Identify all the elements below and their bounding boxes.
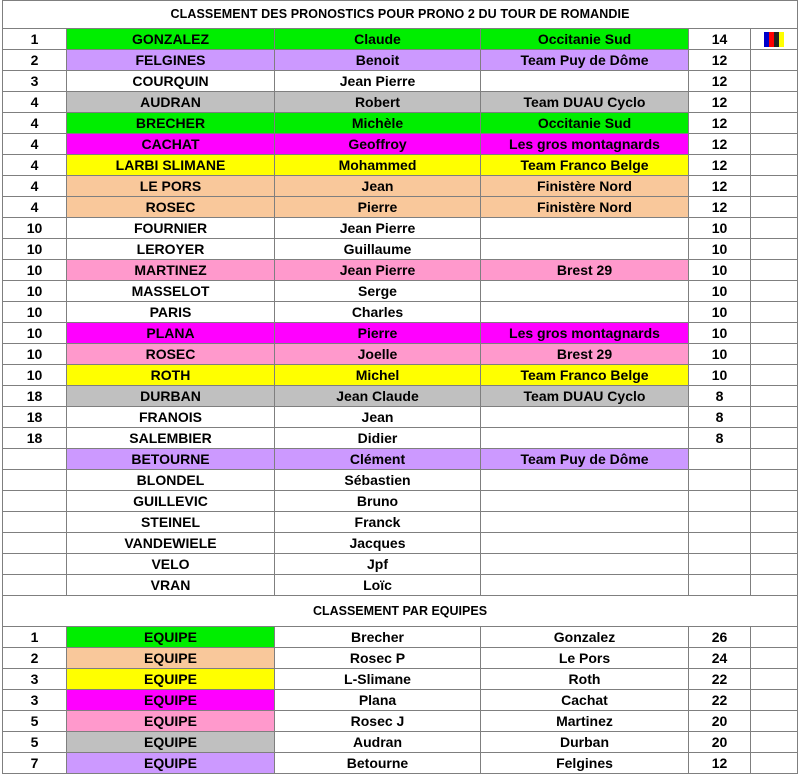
empty-cell[interactable] xyxy=(751,155,798,176)
first-name-cell[interactable]: Jean Pierre xyxy=(275,218,481,239)
team-cell[interactable]: Les gros montagnards xyxy=(481,323,689,344)
last-name-cell[interactable]: ROSEC xyxy=(67,344,275,365)
empty-cell[interactable] xyxy=(751,533,798,554)
rank-cell[interactable]: 3 xyxy=(3,71,67,92)
empty-cell[interactable] xyxy=(751,260,798,281)
points-cell[interactable]: 12 xyxy=(689,155,751,176)
points-cell[interactable]: 10 xyxy=(689,260,751,281)
first-name-cell[interactable]: Sébastien xyxy=(275,470,481,491)
rank-cell[interactable] xyxy=(3,575,67,596)
team-member1-cell[interactable]: Plana xyxy=(275,690,481,711)
team-member2-cell[interactable]: Durban xyxy=(481,732,689,753)
team-member1-cell[interactable]: Betourne xyxy=(275,753,481,774)
rank-cell[interactable] xyxy=(3,533,67,554)
points-cell[interactable] xyxy=(689,575,751,596)
team-label-cell[interactable]: EQUIPE xyxy=(67,732,275,753)
empty-cell[interactable] xyxy=(751,648,798,669)
team-section-title: CLASSEMENT PAR EQUIPES xyxy=(3,596,798,627)
team-rank-cell[interactable]: 5 xyxy=(3,711,67,732)
team-label-cell[interactable]: EQUIPE xyxy=(67,627,275,648)
table-row xyxy=(3,407,798,428)
points-cell[interactable]: 12 xyxy=(689,113,751,134)
points-cell[interactable]: 12 xyxy=(689,71,751,92)
empty-cell[interactable] xyxy=(751,113,798,134)
rank-cell[interactable]: 10 xyxy=(3,281,67,302)
points-cell[interactable]: 8 xyxy=(689,386,751,407)
last-name-cell[interactable]: VRAN xyxy=(67,575,275,596)
empty-cell[interactable] xyxy=(751,554,798,575)
last-name-cell[interactable]: LARBI SLIMANE xyxy=(67,155,275,176)
team-member1-cell[interactable]: L-Slimane xyxy=(275,669,481,690)
table-row xyxy=(3,365,798,386)
rank-cell[interactable] xyxy=(3,512,67,533)
team-cell[interactable] xyxy=(481,428,689,449)
first-name-cell[interactable]: Pierre xyxy=(275,197,481,218)
last-name-cell[interactable]: VANDEWIELE xyxy=(67,533,275,554)
first-name-cell[interactable]: Bruno xyxy=(275,491,481,512)
team-label-cell[interactable]: EQUIPE xyxy=(67,690,275,711)
first-name-cell[interactable]: Didier xyxy=(275,428,481,449)
team-label-cell[interactable]: EQUIPE xyxy=(67,648,275,669)
table-row xyxy=(3,71,798,92)
first-name-cell[interactable]: Franck xyxy=(275,512,481,533)
table-row xyxy=(3,218,798,239)
rank-cell[interactable]: 10 xyxy=(3,344,67,365)
team-cell[interactable]: Occitanie Sud xyxy=(481,29,689,50)
leader-flag-cell[interactable] xyxy=(751,29,798,50)
empty-cell[interactable] xyxy=(751,50,798,71)
first-name-cell[interactable]: Jean Pierre xyxy=(275,260,481,281)
last-name-cell[interactable]: BETOURNE xyxy=(67,449,275,470)
team-cell[interactable]: Finistère Nord xyxy=(481,176,689,197)
last-name-cell[interactable]: DURBAN xyxy=(67,386,275,407)
first-name-cell[interactable]: Clément xyxy=(275,449,481,470)
team-cell[interactable] xyxy=(481,218,689,239)
team-cell[interactable]: Team Franco Belge xyxy=(481,155,689,176)
rank-cell[interactable] xyxy=(3,470,67,491)
first-name-cell[interactable]: Jpf xyxy=(275,554,481,575)
last-name-cell[interactable]: FOURNIER xyxy=(67,218,275,239)
empty-cell[interactable] xyxy=(751,365,798,386)
first-name-cell[interactable]: Mohammed xyxy=(275,155,481,176)
team-rank-cell[interactable]: 3 xyxy=(3,669,67,690)
empty-cell[interactable] xyxy=(751,218,798,239)
rank-cell[interactable]: 18 xyxy=(3,407,67,428)
last-name-cell[interactable]: MARTINEZ xyxy=(67,260,275,281)
empty-cell[interactable] xyxy=(751,302,798,323)
table-row xyxy=(3,491,798,512)
team-cell[interactable] xyxy=(481,470,689,491)
team-points-cell[interactable]: 20 xyxy=(689,732,751,753)
first-name-cell[interactable]: Robert xyxy=(275,92,481,113)
team-cell[interactable] xyxy=(481,302,689,323)
rank-cell[interactable]: 10 xyxy=(3,218,67,239)
team-cell[interactable] xyxy=(481,554,689,575)
team-rank-cell[interactable]: 1 xyxy=(3,627,67,648)
first-name-cell[interactable]: Claude xyxy=(275,29,481,50)
table-row xyxy=(3,344,798,365)
team-cell[interactable] xyxy=(481,281,689,302)
team-member1-cell[interactable]: Rosec P xyxy=(275,648,481,669)
empty-cell[interactable] xyxy=(751,71,798,92)
team-cell[interactable]: Brest 29 xyxy=(481,344,689,365)
team-points-cell[interactable]: 24 xyxy=(689,648,751,669)
table-row xyxy=(3,113,798,134)
team-rank-cell[interactable]: 3 xyxy=(3,690,67,711)
rank-cell[interactable]: 10 xyxy=(3,365,67,386)
team-member2-cell[interactable]: Cachat xyxy=(481,690,689,711)
first-name-cell[interactable]: Charles xyxy=(275,302,481,323)
team-cell[interactable] xyxy=(481,491,689,512)
table-row xyxy=(3,302,798,323)
empty-cell[interactable] xyxy=(751,239,798,260)
team-cell[interactable]: Team Puy de Dôme xyxy=(481,449,689,470)
empty-cell[interactable] xyxy=(751,627,798,648)
points-cell[interactable] xyxy=(689,512,751,533)
page-title: CLASSEMENT DES PRONOSTICS POUR PRONO 2 DU TOUR DE ROMANDIE xyxy=(3,1,798,29)
rank-cell[interactable]: 18 xyxy=(3,386,67,407)
first-name-cell[interactable]: Benoit xyxy=(275,50,481,71)
table-row xyxy=(3,155,798,176)
team-cell[interactable] xyxy=(481,533,689,554)
first-name-cell[interactable]: Jean xyxy=(275,407,481,428)
first-name-cell[interactable]: Jean xyxy=(275,176,481,197)
empty-cell[interactable] xyxy=(751,323,798,344)
last-name-cell[interactable]: FRANOIS xyxy=(67,407,275,428)
last-name-cell[interactable]: STEINEL xyxy=(67,512,275,533)
team-rank-cell[interactable]: 7 xyxy=(3,753,67,774)
team-member2-cell[interactable]: Felgines xyxy=(481,753,689,774)
table-row xyxy=(3,176,798,197)
table-row xyxy=(3,92,798,113)
team-points-cell[interactable]: 12 xyxy=(689,753,751,774)
empty-cell[interactable] xyxy=(751,512,798,533)
last-name-cell[interactable]: PLANA xyxy=(67,323,275,344)
table-row xyxy=(3,690,798,711)
table-row xyxy=(3,239,798,260)
table-row xyxy=(3,470,798,491)
team-cell[interactable] xyxy=(481,575,689,596)
team-member2-cell[interactable]: Martinez xyxy=(481,711,689,732)
team-cell[interactable]: Brest 29 xyxy=(481,260,689,281)
first-name-cell[interactable]: Geoffroy xyxy=(275,134,481,155)
table-row xyxy=(3,323,798,344)
empty-cell[interactable] xyxy=(751,344,798,365)
last-name-cell[interactable]: ROSEC xyxy=(67,197,275,218)
rank-cell[interactable]: 4 xyxy=(3,155,67,176)
first-name-cell[interactable]: Serge xyxy=(275,281,481,302)
points-cell[interactable] xyxy=(689,554,751,575)
table-row xyxy=(3,732,798,753)
team-cell[interactable]: Team DUAU Cyclo xyxy=(481,92,689,113)
empty-cell[interactable] xyxy=(751,711,798,732)
rank-cell[interactable]: 10 xyxy=(3,260,67,281)
table-row xyxy=(3,386,798,407)
team-cell[interactable]: Team Franco Belge xyxy=(481,365,689,386)
last-name-cell[interactable]: LEROYER xyxy=(67,239,275,260)
empty-cell[interactable] xyxy=(751,134,798,155)
table-row xyxy=(3,197,798,218)
last-name-cell[interactable]: AUDRAN xyxy=(67,92,275,113)
table-row xyxy=(3,281,798,302)
table-row xyxy=(3,134,798,155)
points-cell[interactable]: 10 xyxy=(689,344,751,365)
empty-cell[interactable] xyxy=(751,470,798,491)
points-cell[interactable]: 12 xyxy=(689,92,751,113)
points-cell[interactable]: 10 xyxy=(689,365,751,386)
team-cell[interactable]: Occitanie Sud xyxy=(481,113,689,134)
table-row xyxy=(3,428,798,449)
team-cell[interactable]: Finistère Nord xyxy=(481,197,689,218)
team-cell[interactable]: Team DUAU Cyclo xyxy=(481,386,689,407)
empty-cell[interactable] xyxy=(751,732,798,753)
table-row xyxy=(3,449,798,470)
points-cell[interactable]: 12 xyxy=(689,134,751,155)
last-name-cell[interactable]: GUILLEVIC xyxy=(67,491,275,512)
team-label-cell[interactable]: EQUIPE xyxy=(67,669,275,690)
rankings-table xyxy=(2,0,798,774)
empty-cell[interactable] xyxy=(751,491,798,512)
table-row xyxy=(3,648,798,669)
last-name-cell[interactable]: MASSELOT xyxy=(67,281,275,302)
empty-cell[interactable] xyxy=(751,92,798,113)
empty-cell[interactable] xyxy=(751,281,798,302)
table-row xyxy=(3,512,798,533)
team-member2-cell[interactable]: Roth xyxy=(481,669,689,690)
table-row xyxy=(3,627,798,648)
last-name-cell[interactable]: ROTH xyxy=(67,365,275,386)
last-name-cell[interactable]: SALEMBIER xyxy=(67,428,275,449)
team-member1-cell[interactable]: Rosec J xyxy=(275,711,481,732)
table-row xyxy=(3,50,798,71)
table-row xyxy=(3,669,798,690)
table-row xyxy=(3,554,798,575)
team-label-cell[interactable]: EQUIPE xyxy=(67,753,275,774)
rank-cell[interactable]: 4 xyxy=(3,92,67,113)
rank-cell[interactable] xyxy=(3,554,67,575)
first-name-cell[interactable]: Loïc xyxy=(275,575,481,596)
points-cell[interactable]: 12 xyxy=(689,197,751,218)
rank-cell[interactable]: 10 xyxy=(3,302,67,323)
empty-cell[interactable] xyxy=(751,690,798,711)
team-points-cell[interactable]: 22 xyxy=(689,690,751,711)
team-cell[interactable] xyxy=(481,71,689,92)
points-cell[interactable]: 10 xyxy=(689,302,751,323)
team-cell[interactable] xyxy=(481,239,689,260)
table-row xyxy=(3,260,798,281)
points-cell[interactable] xyxy=(689,470,751,491)
last-name-cell[interactable]: GONZALEZ xyxy=(67,29,275,50)
empty-cell[interactable] xyxy=(751,386,798,407)
first-name-cell[interactable]: Joelle xyxy=(275,344,481,365)
first-name-cell[interactable]: Jean Claude xyxy=(275,386,481,407)
team-points-cell[interactable]: 26 xyxy=(689,627,751,648)
first-name-cell[interactable]: Jacques xyxy=(275,533,481,554)
first-name-cell[interactable]: Michel xyxy=(275,365,481,386)
team-member1-cell[interactable]: Brecher xyxy=(275,627,481,648)
empty-cell[interactable] xyxy=(751,753,798,774)
team-label-cell[interactable]: EQUIPE xyxy=(67,711,275,732)
team-cell[interactable] xyxy=(481,512,689,533)
table-row xyxy=(3,711,798,732)
team-rank-cell[interactable]: 5 xyxy=(3,732,67,753)
points-cell[interactable]: 10 xyxy=(689,239,751,260)
points-cell[interactable] xyxy=(689,533,751,554)
rank-cell[interactable]: 2 xyxy=(3,50,67,71)
team-rank-cell[interactable]: 2 xyxy=(3,648,67,669)
rank-cell[interactable]: 1 xyxy=(3,29,67,50)
rank-cell[interactable] xyxy=(3,491,67,512)
empty-cell[interactable] xyxy=(751,669,798,690)
rank-cell[interactable]: 18 xyxy=(3,428,67,449)
last-name-cell[interactable]: COURQUIN xyxy=(67,71,275,92)
empty-cell[interactable] xyxy=(751,176,798,197)
last-name-cell[interactable]: CACHAT xyxy=(67,134,275,155)
rank-cell[interactable] xyxy=(3,449,67,470)
rank-cell[interactable]: 4 xyxy=(3,197,67,218)
empty-cell[interactable] xyxy=(751,197,798,218)
first-name-cell[interactable]: Jean Pierre xyxy=(275,71,481,92)
rank-cell[interactable]: 4 xyxy=(3,113,67,134)
first-name-cell[interactable]: Michèle xyxy=(275,113,481,134)
points-cell[interactable]: 10 xyxy=(689,323,751,344)
team-cell[interactable]: Team Puy de Dôme xyxy=(481,50,689,71)
last-name-cell[interactable]: BLONDEL xyxy=(67,470,275,491)
leader-flag-icon xyxy=(751,29,797,49)
team-cell[interactable]: Les gros montagnards xyxy=(481,134,689,155)
points-cell[interactable] xyxy=(689,449,751,470)
team-member1-cell[interactable]: Audran xyxy=(275,732,481,753)
rank-cell[interactable]: 10 xyxy=(3,323,67,344)
rank-cell[interactable]: 4 xyxy=(3,176,67,197)
points-cell[interactable]: 8 xyxy=(689,407,751,428)
points-cell[interactable]: 12 xyxy=(689,50,751,71)
last-name-cell[interactable]: VELO xyxy=(67,554,275,575)
points-cell[interactable]: 10 xyxy=(689,281,751,302)
team-member2-cell[interactable]: Gonzalez xyxy=(481,627,689,648)
points-cell[interactable]: 14 xyxy=(689,29,751,50)
table-row xyxy=(3,753,798,774)
last-name-cell[interactable]: LE PORS xyxy=(67,176,275,197)
empty-cell[interactable] xyxy=(751,407,798,428)
empty-cell[interactable] xyxy=(751,575,798,596)
team-member2-cell[interactable]: Le Pors xyxy=(481,648,689,669)
last-name-cell[interactable]: BRECHER xyxy=(67,113,275,134)
points-cell[interactable]: 12 xyxy=(689,176,751,197)
empty-cell[interactable] xyxy=(751,428,798,449)
first-name-cell[interactable]: Guillaume xyxy=(275,239,481,260)
team-points-cell[interactable]: 20 xyxy=(689,711,751,732)
points-cell[interactable]: 10 xyxy=(689,218,751,239)
last-name-cell[interactable]: FELGINES xyxy=(67,50,275,71)
rank-cell[interactable]: 10 xyxy=(3,239,67,260)
team-points-cell[interactable]: 22 xyxy=(689,669,751,690)
table-row xyxy=(3,29,798,50)
table-row xyxy=(3,575,798,596)
rank-cell[interactable]: 4 xyxy=(3,134,67,155)
first-name-cell[interactable]: Pierre xyxy=(275,323,481,344)
points-cell[interactable] xyxy=(689,491,751,512)
last-name-cell[interactable]: PARIS xyxy=(67,302,275,323)
empty-cell[interactable] xyxy=(751,449,798,470)
table-row xyxy=(3,533,798,554)
team-cell[interactable] xyxy=(481,407,689,428)
points-cell[interactable]: 8 xyxy=(689,428,751,449)
